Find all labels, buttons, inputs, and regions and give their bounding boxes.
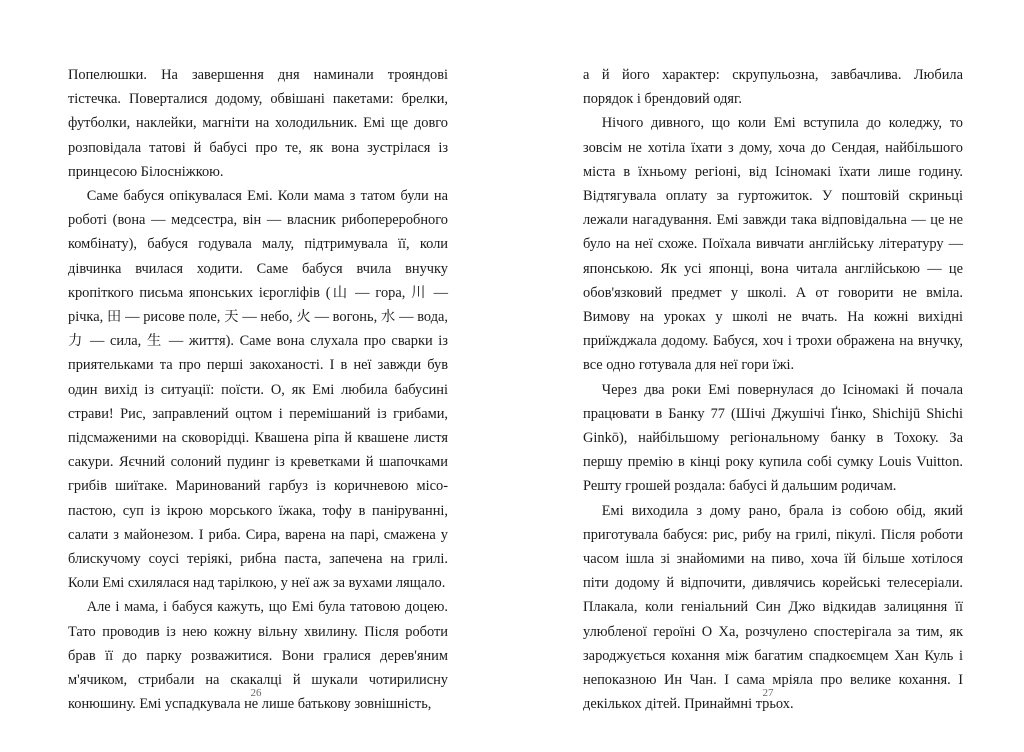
paragraph: Саме бабуся опікувалася Емі. Коли мама з татом були на роботі (вона — медсестра, він — власник рибопереробного комбінату), бабуся годувала малу, підтримувала її, коли дівчинка вчилася ходити. Саме бабуся вчила внучку кропіткого письма японських ієрогліфів (山 — гора, 川 — річка, 田 — рисове поле, 天 — небо, 火 — вогонь, 水 — вода, 力 — сила, 生 — життя). Саме вона слухала про сварки із приятельками та про перші закоханості. І в неї завжди був один вихід із ситуації: поїсти. О, як Емі любила бабусині страви! Рис, заправлений оцтом і перемішаний із грибами, підсмаженими на сковорідці. Квашена ріпа й квашене листя сакури. Яєчний солоний пудинг із креветками й шапочками грибів шиїтаке. Маринований гарбуз із коричневою місо-пастою, суп із ікрою морського їжака, тофу в паніруванні, салати з майонезом. І риба. Сира, варена на парі, смажена у блискучому соусі теріякі, рибна паста, запечена на грилі. Коли Емі схилялася над тарілкою, у неї аж за вухами лящало. xyxy=(68,188,448,592)
paragraph: Через два роки Емі повернулася до Ісіномакі й почала працювати в Банку 77 (Шічі Джушічі Ґінко, Shichijū Shichi Ginkō), найбільшому регіональному банку в Тохоку. За першу премію в кінці року купила собі сумку Louis Vuitton. Решту грошей роздала: бабусі й дальшим родичам. xyxy=(583,381,963,495)
right-page-text xyxy=(583,63,963,716)
page-number: 26 xyxy=(250,687,262,699)
right-page xyxy=(512,0,1024,752)
paragraph: Нічого дивного, що коли Емі вступила до коледжу, то зовсім не хотіла їхати з дому, хоча до Сендая, найбільшого міста в їхньому регіоні, від Ісіномакі їхати лише годину. Відтягувала оплату за гуртожиток. У поштовій скриньці лежали нагадування. Емі завжди така відповідальна — це не було на неї схоже. Поїхала вивчати англійську літературу — японською. Як усі японці, вона читала англійською — це обов'язковий предмет у школі. А от говорити не вміла. Вимову на уроках у школі не вчать. На кожні вихідні приїжджала додому. Бабуся, хоч і трохи ображена на внучку, все одно готувала для неї гори їжі. xyxy=(583,115,963,374)
paragraph: а й його характер: скрупульозна, завбачлива. Любила порядок і брендовий одяг. xyxy=(583,67,963,108)
paragraph: Але і мама, і бабуся кажуть, що Емі була татовою доцею. Тато проводив із нею кожну вільну хвилину. Після роботи брав її до парку розважитися. Вони гралися дерев'яним м'ячиком, стрибали на скакалці й шукали чотирилисну конюшину. Емі успадкувала не лише батькову зовнішність, xyxy=(68,599,448,713)
paragraph: Емі виходила з дому рано, брала із собою обід, який приготувала бабуся: рис, рибу на грилі, пікулі. Після роботи часом ішла зі знайомими на пиво, хоча їй більше хотілося піти додому й відпочити, дивлячись корейські телесеріали. Плакала, коли геніальний Син Джо відкидав залицяння її улюбленої героїні О Ха, розчулено спостерігала за тим, як зароджується кохання між багатим спадкоємцем Хан Куль і непоказною Ин Чан. І сама мріяла про велике кохання. І декількох дітей. Принаймні трьох. xyxy=(583,502,963,713)
paragraph: Попелюшки. На завершення дня наминали трояндові тістечка. Поверталися додому, обвішані пакетами: брелки, футболки, наклейки, магніти на холодильник. Емі ще довго розповідала татові й бабусі про те, як вона зустрілася із принцесою Білосніжкою. xyxy=(68,67,448,180)
left-page-text xyxy=(68,63,448,716)
page-number: 27 xyxy=(762,687,774,699)
